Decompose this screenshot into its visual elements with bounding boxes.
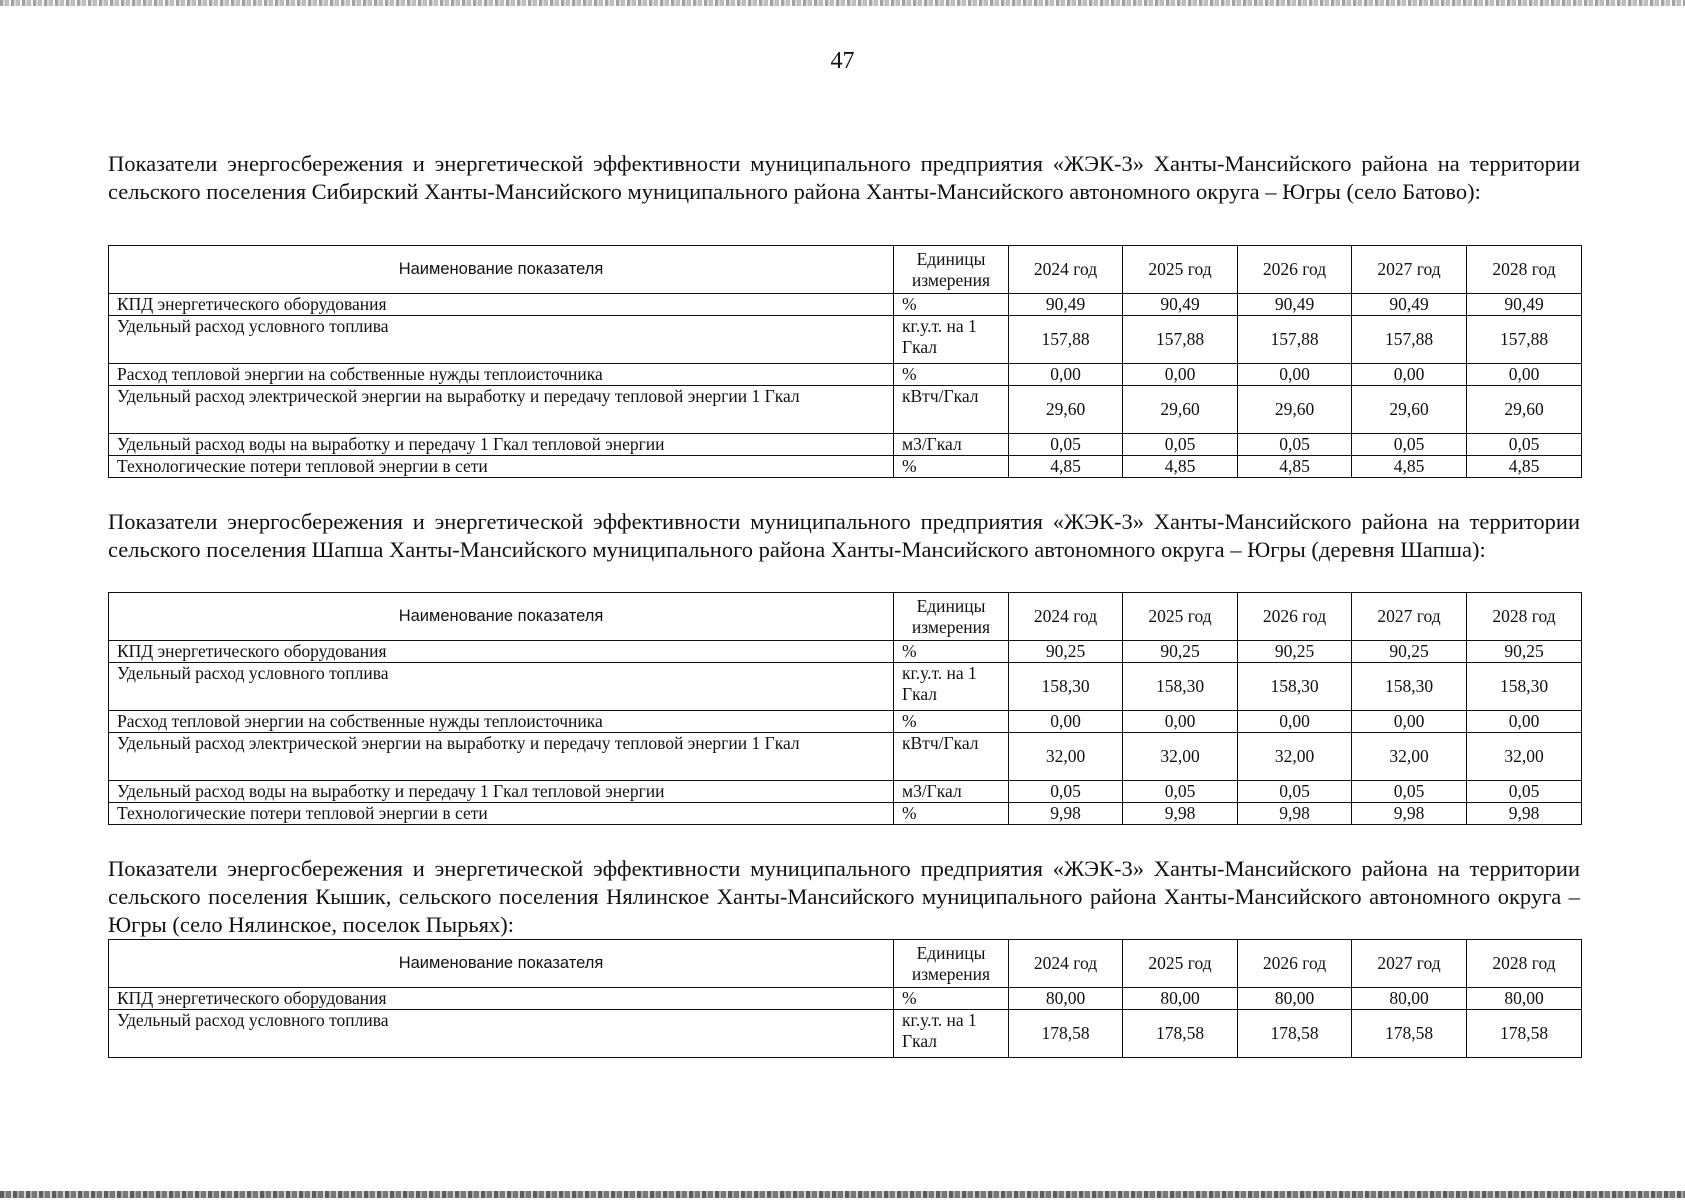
table-row bbox=[109, 711, 1582, 733]
table-row bbox=[109, 1010, 1582, 1058]
value-2024: 178,58 bbox=[1009, 1010, 1123, 1058]
column-header-name: Наименование показателя bbox=[109, 593, 894, 641]
indicator-unit: м3/Гкал bbox=[894, 434, 1009, 456]
page-number: 47 bbox=[830, 48, 855, 74]
value-2024: 0,00 bbox=[1009, 364, 1123, 386]
column-header-2028: 2028 год bbox=[1467, 246, 1582, 294]
value-2024: 90,25 bbox=[1009, 641, 1123, 663]
value-2024: 158,30 bbox=[1009, 663, 1123, 711]
column-header-2024: 2024 год bbox=[1009, 246, 1123, 294]
value-2027: 90,49 bbox=[1352, 294, 1467, 316]
indicator-name: Удельный расход электрической энергии на выработку и передачу тепловой энергии 1 Гкал bbox=[109, 386, 894, 434]
column-header-2026: 2026 год bbox=[1238, 593, 1352, 641]
value-2025: 158,30 bbox=[1123, 663, 1238, 711]
value-2026: 158,30 bbox=[1238, 663, 1352, 711]
value-2025: 80,00 bbox=[1123, 988, 1238, 1010]
column-header-2028: 2028 год bbox=[1467, 940, 1582, 988]
value-2027: 9,98 bbox=[1352, 803, 1467, 825]
value-2026: 0,00 bbox=[1238, 364, 1352, 386]
value-2024: 9,98 bbox=[1009, 803, 1123, 825]
column-header-2025: 2025 год bbox=[1123, 246, 1238, 294]
indicator-name: КПД энергетического оборудования bbox=[109, 988, 894, 1010]
table-row bbox=[109, 663, 1582, 711]
column-header-2028: 2028 год bbox=[1467, 593, 1582, 641]
value-2026: 0,00 bbox=[1238, 711, 1352, 733]
value-2026: 157,88 bbox=[1238, 316, 1352, 364]
value-2024: 0,05 bbox=[1009, 434, 1123, 456]
value-2025: 90,25 bbox=[1123, 641, 1238, 663]
column-header-2024: 2024 год bbox=[1009, 940, 1123, 988]
value-2026: 178,58 bbox=[1238, 1010, 1352, 1058]
value-2026: 0,05 bbox=[1238, 781, 1352, 803]
column-header-2026: 2026 год bbox=[1238, 940, 1352, 988]
value-2024: 90,49 bbox=[1009, 294, 1123, 316]
column-header-2025: 2025 год bbox=[1123, 940, 1238, 988]
value-2027: 0,00 bbox=[1352, 711, 1467, 733]
indicator-unit: кВтч/Гкал bbox=[894, 386, 1009, 434]
column-header-2027: 2027 год bbox=[1352, 593, 1467, 641]
value-2025: 157,88 bbox=[1123, 316, 1238, 364]
table-row bbox=[109, 316, 1582, 364]
indicator-unit: % bbox=[894, 988, 1009, 1010]
value-2028: 80,00 bbox=[1467, 988, 1582, 1010]
value-2027: 4,85 bbox=[1352, 456, 1467, 478]
value-2024: 0,00 bbox=[1009, 711, 1123, 733]
table-header-row bbox=[109, 593, 1582, 641]
value-2025: 0,00 bbox=[1123, 711, 1238, 733]
column-header-unit: Единицы измерения bbox=[894, 940, 1009, 988]
value-2027: 0,00 bbox=[1352, 364, 1467, 386]
section-heading-1: Показатели энергосбережения и энергетической эффективности муниципального предприятия «ЖЭК-3» Ханты-Мансийского района на территории сельского поселения Сибирский Ханты-Мансийского муниципального района Ханты-Мансийского автономного округа – Югры (село Батово): bbox=[108, 151, 1580, 204]
table-row bbox=[109, 386, 1582, 434]
section-heading-2: Показатели энергосбережения и энергетической эффективности муниципального предприятия «ЖЭК-3» Ханты-Мансийского района на территории сельского поселения Шапша Ханты-Мансийского муниципального района Ханты-Мансийского автономного округа – Югры (деревня Шапша): bbox=[108, 509, 1580, 562]
indicator-table-3 bbox=[108, 939, 1582, 1058]
value-2027: 80,00 bbox=[1352, 988, 1467, 1010]
table-row bbox=[109, 364, 1582, 386]
value-2025: 29,60 bbox=[1123, 386, 1238, 434]
value-2027: 178,58 bbox=[1352, 1010, 1467, 1058]
indicator-unit: % bbox=[894, 364, 1009, 386]
value-2025: 0,05 bbox=[1123, 434, 1238, 456]
table-header-row bbox=[109, 246, 1582, 294]
value-2024: 4,85 bbox=[1009, 456, 1123, 478]
indicator-name: Технологические потери тепловой энергии в сети bbox=[109, 456, 894, 478]
value-2025: 4,85 bbox=[1123, 456, 1238, 478]
value-2026: 0,05 bbox=[1238, 434, 1352, 456]
value-2026: 80,00 bbox=[1238, 988, 1352, 1010]
value-2028: 157,88 bbox=[1467, 316, 1582, 364]
table-row bbox=[109, 988, 1582, 1010]
scan-edge-top bbox=[0, 0, 1685, 6]
value-2027: 32,00 bbox=[1352, 733, 1467, 781]
indicator-name: Удельный расход воды на выработку и передачу 1 Гкал тепловой энергии bbox=[109, 434, 894, 456]
indicator-unit: % bbox=[894, 641, 1009, 663]
table-row bbox=[109, 641, 1582, 663]
indicator-table-2 bbox=[108, 592, 1582, 825]
indicator-name: Удельный расход условного топлива bbox=[109, 663, 894, 711]
indicator-unit: % bbox=[894, 456, 1009, 478]
value-2027: 158,30 bbox=[1352, 663, 1467, 711]
value-2028: 178,58 bbox=[1467, 1010, 1582, 1058]
indicator-unit: м3/Гкал bbox=[894, 781, 1009, 803]
value-2024: 29,60 bbox=[1009, 386, 1123, 434]
value-2025: 0,05 bbox=[1123, 781, 1238, 803]
value-2026: 9,98 bbox=[1238, 803, 1352, 825]
indicator-unit: кг.у.т. на 1 Гкал bbox=[894, 1010, 1009, 1058]
table-row bbox=[109, 733, 1582, 781]
value-2025: 32,00 bbox=[1123, 733, 1238, 781]
value-2028: 32,00 bbox=[1467, 733, 1582, 781]
column-header-name: Наименование показателя bbox=[109, 940, 894, 988]
value-2027: 0,05 bbox=[1352, 781, 1467, 803]
value-2027: 90,25 bbox=[1352, 641, 1467, 663]
value-2027: 157,88 bbox=[1352, 316, 1467, 364]
column-header-unit: Единицы измерения bbox=[894, 246, 1009, 294]
indicator-name: КПД энергетического оборудования bbox=[109, 294, 894, 316]
indicator-unit: % bbox=[894, 711, 1009, 733]
value-2025: 90,49 bbox=[1123, 294, 1238, 316]
column-header-2027: 2027 год bbox=[1352, 940, 1467, 988]
value-2028: 9,98 bbox=[1467, 803, 1582, 825]
column-header-2026: 2026 год bbox=[1238, 246, 1352, 294]
value-2028: 4,85 bbox=[1467, 456, 1582, 478]
value-2028: 158,30 bbox=[1467, 663, 1582, 711]
indicator-name: Расход тепловой энергии на собственные нужды теплоисточника bbox=[109, 711, 894, 733]
indicator-name: Удельный расход воды на выработку и передачу 1 Гкал тепловой энергии bbox=[109, 781, 894, 803]
column-header-2024: 2024 год bbox=[1009, 593, 1123, 641]
value-2024: 80,00 bbox=[1009, 988, 1123, 1010]
value-2028: 0,00 bbox=[1467, 364, 1582, 386]
value-2028: 0,00 bbox=[1467, 711, 1582, 733]
table-row bbox=[109, 803, 1582, 825]
column-header-name: Наименование показателя bbox=[109, 246, 894, 294]
indicator-table-1 bbox=[108, 245, 1582, 478]
column-header-2025: 2025 год bbox=[1123, 593, 1238, 641]
indicator-name: КПД энергетического оборудования bbox=[109, 641, 894, 663]
indicator-name: Удельный расход электрической энергии на выработку и передачу тепловой энергии 1 Гкал bbox=[109, 733, 894, 781]
indicator-name: Удельный расход условного топлива bbox=[109, 1010, 894, 1058]
value-2024: 157,88 bbox=[1009, 316, 1123, 364]
indicator-unit: кг.у.т. на 1 Гкал bbox=[894, 316, 1009, 364]
value-2028: 0,05 bbox=[1467, 781, 1582, 803]
value-2026: 90,49 bbox=[1238, 294, 1352, 316]
section-heading-3: Показатели энергосбережения и энергетической эффективности муниципального предприятия «ЖЭК-3» Ханты-Мансийского района на территории сельского поселения Кышик, сельского поселения Нялинское Ханты-Мансийского муниципального района Ханты-Мансийского автономного округа – Югры (село Нялинское, поселок Пырьях): bbox=[108, 856, 1580, 937]
scan-edge-bottom bbox=[0, 1191, 1685, 1198]
value-2024: 0,05 bbox=[1009, 781, 1123, 803]
value-2026: 4,85 bbox=[1238, 456, 1352, 478]
table-row bbox=[109, 434, 1582, 456]
indicator-unit: % bbox=[894, 294, 1009, 316]
table-row bbox=[109, 781, 1582, 803]
table-row bbox=[109, 294, 1582, 316]
indicator-name: Удельный расход условного топлива bbox=[109, 316, 894, 364]
value-2028: 29,60 bbox=[1467, 386, 1582, 434]
value-2028: 90,25 bbox=[1467, 641, 1582, 663]
value-2024: 32,00 bbox=[1009, 733, 1123, 781]
column-header-unit: Единицы измерения bbox=[894, 593, 1009, 641]
indicator-unit: кг.у.т. на 1 Гкал bbox=[894, 663, 1009, 711]
value-2028: 90,49 bbox=[1467, 294, 1582, 316]
value-2026: 29,60 bbox=[1238, 386, 1352, 434]
value-2027: 0,05 bbox=[1352, 434, 1467, 456]
value-2025: 178,58 bbox=[1123, 1010, 1238, 1058]
value-2026: 90,25 bbox=[1238, 641, 1352, 663]
column-header-2027: 2027 год bbox=[1352, 246, 1467, 294]
indicator-unit: % bbox=[894, 803, 1009, 825]
value-2027: 29,60 bbox=[1352, 386, 1467, 434]
indicator-unit: кВтч/Гкал bbox=[894, 733, 1009, 781]
indicator-name: Расход тепловой энергии на собственные нужды теплоисточника bbox=[109, 364, 894, 386]
table-header-row bbox=[109, 940, 1582, 988]
indicator-name: Технологические потери тепловой энергии в сети bbox=[109, 803, 894, 825]
value-2026: 32,00 bbox=[1238, 733, 1352, 781]
value-2028: 0,05 bbox=[1467, 434, 1582, 456]
value-2025: 9,98 bbox=[1123, 803, 1238, 825]
table-row bbox=[109, 456, 1582, 478]
value-2025: 0,00 bbox=[1123, 364, 1238, 386]
